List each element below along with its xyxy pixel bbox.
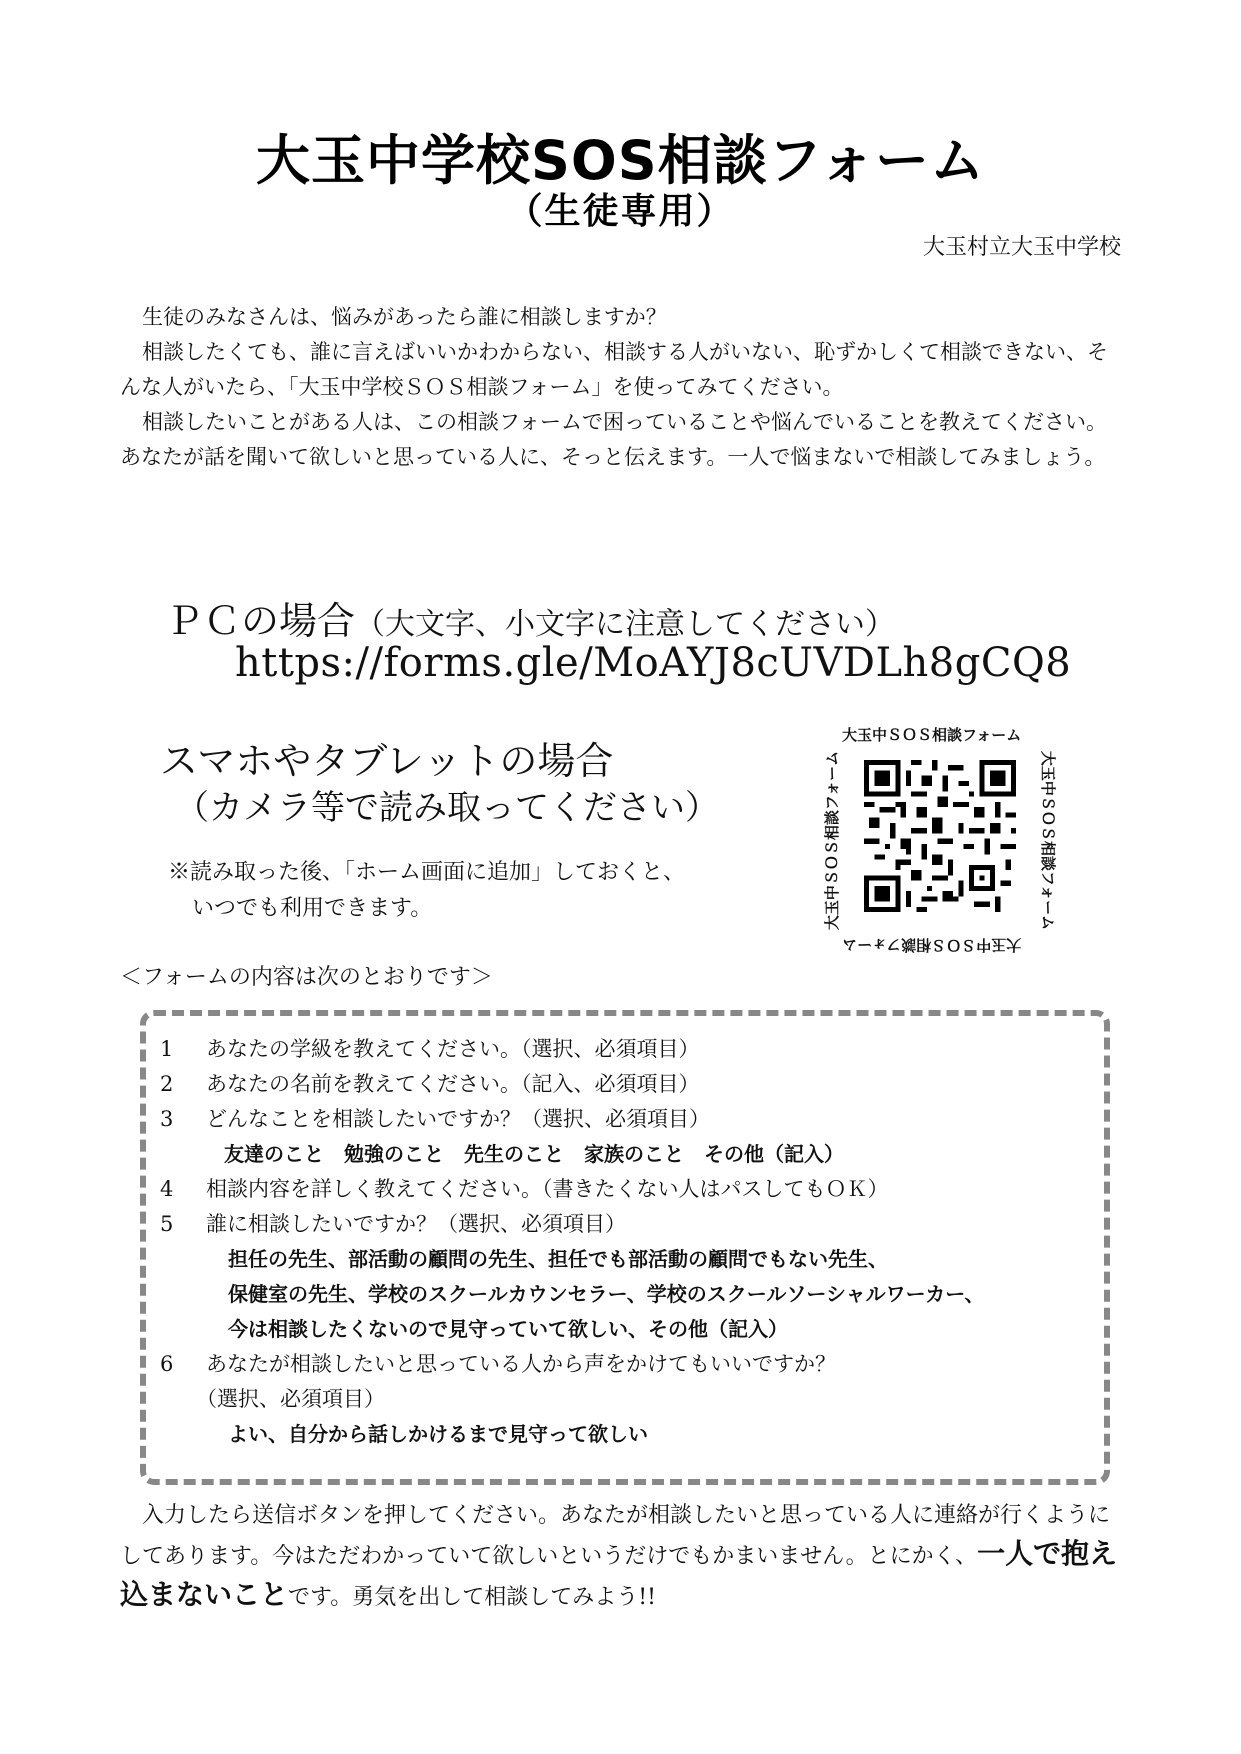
question-6-note: （選択、必須項目） bbox=[196, 1387, 385, 1411]
intro-text bbox=[120, 300, 1120, 475]
question-number: 2 bbox=[160, 1072, 174, 1096]
mobile-heading: スマホやタブレットの場合 bbox=[160, 739, 614, 783]
intro-paragraph-3: 相談したいことがある人は、この相談フォームで困っていることや悩んでいることを教えてください。あなたが話を聞いて欲しいと思っている人に、そっと伝えます。一人で悩まないで相談してみましょう。 bbox=[120, 410, 1107, 469]
question-text: 誰に相談したいですか？（選択、必須項目） bbox=[206, 1212, 626, 1236]
form-contents-heading: ＜フォームの内容は次のとおりです＞ bbox=[120, 965, 493, 990]
closing-part-1: 入力したら送信ボタンを押してください。あなたが相談したいと思っている人に連絡が行くようにしてあります。今はただわかっていて欲しいというだけでもかまいません。とにかく、 bbox=[120, 1503, 1111, 1569]
question-number: 4 bbox=[160, 1177, 174, 1201]
form-question-list bbox=[160, 1032, 1100, 1452]
question-number: 3 bbox=[160, 1107, 174, 1131]
qr-code-icon bbox=[864, 760, 1016, 912]
question-number: 1 bbox=[160, 1037, 174, 1061]
pc-case-note: （大文字、小文字に注意してください） bbox=[355, 607, 896, 642]
question-text: あなたが相談したいと思っている人から声をかけてもいいですか？ bbox=[206, 1352, 836, 1376]
question-text: あなたの学級を教えてください。（選択、必須項目） bbox=[206, 1037, 700, 1061]
question-5-option-line: 今は相談したくないので見守っていて欲しい、その他（記入） bbox=[228, 1317, 788, 1341]
home-screen-note-line-2: いつでも利用できます。 bbox=[192, 896, 433, 921]
qr-label-left: 大玉中ＳＯＳ相談フォーム bbox=[823, 750, 842, 931]
closing-paragraph bbox=[120, 1497, 1120, 1617]
pc-heading-label: ＰＣの場合 bbox=[165, 599, 356, 643]
question-text: 相談内容を詳しく教えてください。（書きたくない人はパスしてもＯＫ） bbox=[206, 1177, 889, 1201]
school-name: 大玉村立大玉中学校 bbox=[922, 235, 1121, 260]
closing-text bbox=[120, 1497, 1120, 1617]
mobile-subheading: （カメラ等で読み取ってください） bbox=[175, 788, 719, 828]
closing-emphasis: 一人で抱え込まないこと bbox=[120, 1537, 1118, 1611]
page-title: 大玉中学校SOS相談フォーム bbox=[256, 129, 985, 192]
qr-label-right: 大玉中ＳＯＳ相談フォーム bbox=[1038, 750, 1057, 931]
list-item bbox=[160, 1067, 1100, 1102]
page-subtitle: （生徒専用） bbox=[506, 191, 735, 232]
list-item bbox=[160, 1172, 1100, 1207]
list-item bbox=[160, 1347, 1100, 1382]
question-3-options: 友達のこと 勉強のこと 先生のこと 家族のこと その他（記入） bbox=[224, 1142, 844, 1166]
qr-code-block[interactable] bbox=[820, 720, 1060, 960]
list-item bbox=[160, 1032, 1100, 1067]
intro-paragraph-1: 生徒のみなさんは、悩みがあったら誰に相談しますか？ bbox=[142, 305, 667, 329]
intro-paragraph-2: 相談したくても、誰に言えばいいかわからない、相談する人がいない、恥ずかしくて相談できない、そんな人がいたら、「大玉中学校ＳＯＳ相談フォーム」を使ってみてください。 bbox=[120, 340, 1108, 399]
question-5-option-line: 保健室の先生、学校のスクールカウンセラー、学校のスクールソーシャルワーカー、 bbox=[228, 1282, 985, 1306]
question-6-options: よい、自分から話しかけるまで見守って欲しい bbox=[228, 1422, 648, 1446]
qr-label-bottom: 大玉中ＳＯＳ相談フォーム bbox=[842, 936, 1022, 954]
pc-heading bbox=[165, 590, 895, 645]
question-5-option-line: 担任の先生、部活動の顧問の先生、担任でも部活動の顧問でもない先生、 bbox=[228, 1247, 888, 1271]
question-number: 6 bbox=[160, 1352, 174, 1376]
question-number: 5 bbox=[160, 1212, 174, 1236]
qr-label-top: 大玉中ＳＯＳ相談フォーム bbox=[842, 726, 1022, 744]
form-url-link[interactable]: https://forms.gle/MoAYJ8cUVDLh8gCQ8 bbox=[235, 640, 1072, 686]
closing-part-2: です。勇気を出して相談してみよう!! bbox=[288, 1585, 656, 1610]
list-item bbox=[160, 1207, 1100, 1242]
home-screen-note bbox=[168, 855, 685, 927]
home-screen-note-line-1: ※読み取った後、「ホーム画面に追加」しておくと、 bbox=[168, 860, 686, 885]
question-text: あなたの名前を教えてください。（記入、必須項目） bbox=[206, 1072, 700, 1096]
list-item bbox=[160, 1102, 1100, 1137]
question-text: どんなことを相談したいですか？（選択、必須項目） bbox=[206, 1107, 710, 1131]
